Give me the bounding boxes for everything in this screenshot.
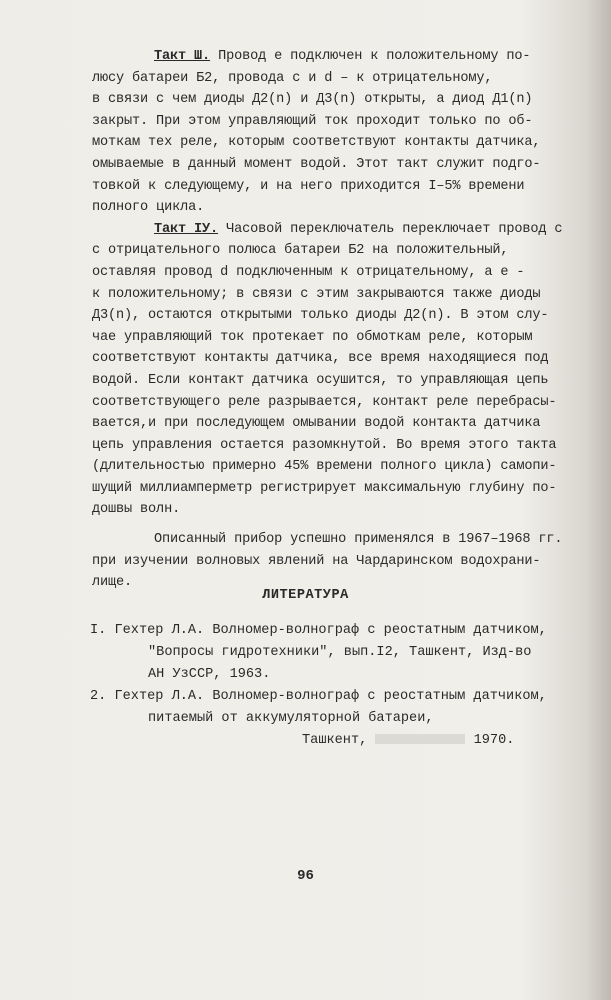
line: оставляя провод d подключенным к отрицательному, а e -: [92, 264, 525, 280]
line: соответствуют контакты датчика, все время находящиеся под: [92, 351, 549, 367]
reference-line: I. Гехтер Л.А. Волномер-волнограф с реостатным датчиком,: [90, 623, 547, 638]
line: лище.: [92, 575, 133, 591]
line: (длительностью примерно 45% времени полного цикла) самопи-: [92, 459, 557, 475]
literature-heading: ЛИТЕРАТУРА: [262, 588, 349, 603]
body-text: [92, 46, 584, 594]
reference-line: АН УзССР, 1963.: [148, 667, 271, 682]
line: Часовой переключатель переключает провод c: [226, 221, 563, 237]
line: полного цикла.: [92, 200, 205, 216]
reference-line: питаемый от аккумуляторной батареи,: [148, 711, 434, 726]
takt-3-title: Такт Ш.: [154, 49, 211, 64]
line: при изучении волновых явлений на Чардаринском водохрани-: [92, 553, 541, 569]
line: водой. Если контакт датчика осушится, то управляющая цепь: [92, 372, 549, 388]
paragraph-conclusion: [92, 529, 584, 594]
reference-line: Ташкент,: [302, 733, 368, 748]
reference-line: "Вопросы гидротехники", вып.I2, Ташкент, Изд-во: [148, 645, 532, 660]
reference-item-2: [90, 686, 590, 752]
takt-4-title: Такт IУ.: [154, 221, 219, 237]
line: шущий миллиамперметр регистрирует максимальную глубину по-: [92, 480, 557, 496]
line: с отрицательного полюса батареи Б2 на положительный,: [92, 243, 509, 259]
line: чае управляющий ток протекает по обмоткам реле, которым: [92, 329, 533, 345]
line: закрыт. При этом управляющий ток проходит только по об-: [92, 113, 533, 129]
reference-list: [90, 620, 590, 752]
line: дошвы волн.: [92, 502, 181, 518]
line: люсу батареи Б2, провода c и d – к отрицательному,: [92, 70, 493, 86]
line: товкой к следующему, и на него приходится I–5% времени: [92, 178, 525, 194]
paragraph-takt-4: [92, 219, 584, 521]
line: в связи с чем диоды Д2(n) и Д3(n) открыты, а диод Д1(n): [92, 92, 533, 108]
line: моткам тех реле, которым соответствуют контакты датчика,: [92, 135, 541, 151]
faded-ink: [375, 734, 465, 744]
line: соответствующего реле разрывается, контакт реле перебрасы-: [92, 394, 557, 410]
line: вается,и при последующем омывании водой контакта датчика: [92, 416, 541, 432]
line: Д3(n), остаются открытыми только диоды Д2(n). В этом слу-: [92, 308, 549, 324]
line: омываемые в данный момент водой. Этот такт служит подго-: [92, 156, 541, 172]
line: Провод e подключен к положительному по-: [218, 49, 531, 64]
reference-line: 1970.: [473, 733, 515, 748]
page-number: 96: [297, 868, 314, 884]
line: к положительному; в связи с этим закрываются также диоды: [92, 286, 541, 302]
paragraph-takt-3: [92, 46, 584, 219]
reference-line: 2. Гехтер Л.А. Волномер-волнограф с реостатным датчиком,: [90, 689, 547, 704]
line: цепь управления остается разомкнутой. Во время этого такта: [92, 437, 557, 453]
line: Описанный прибор успешно применялся в 1967–1968 гг.: [154, 532, 563, 548]
reference-item-1: [90, 620, 590, 686]
